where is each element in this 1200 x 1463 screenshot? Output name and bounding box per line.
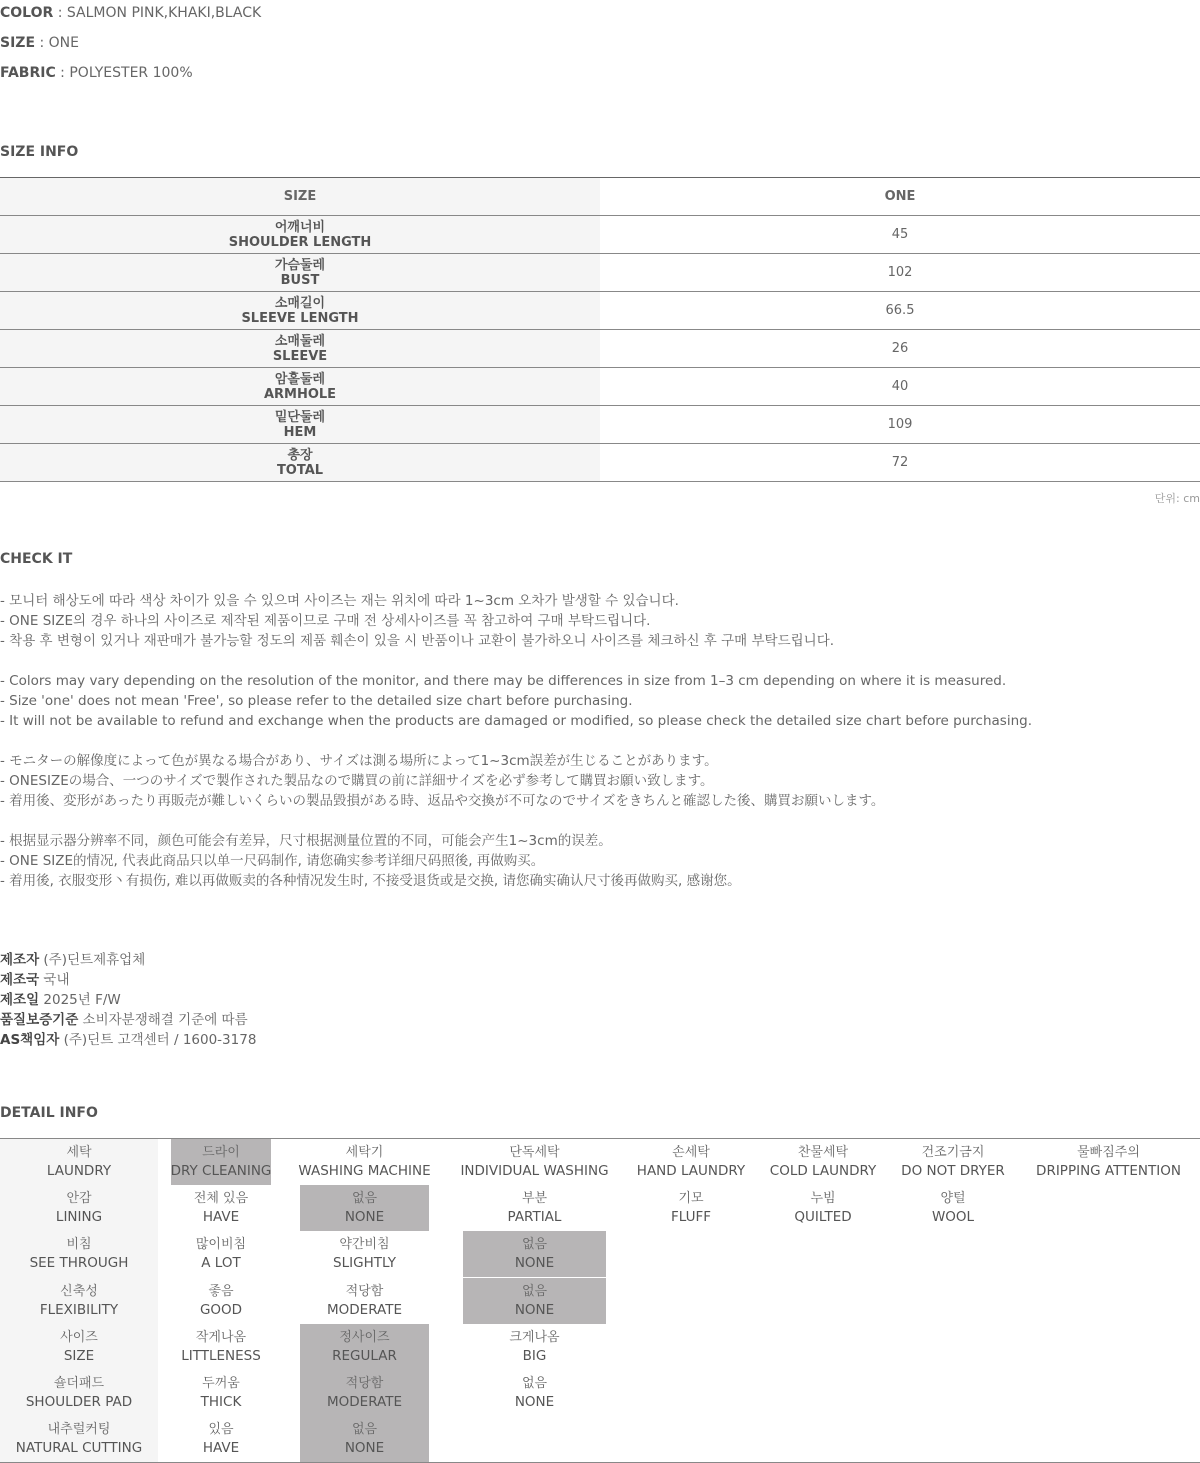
detail-option-en: BIG [522, 1348, 547, 1364]
detail-row-label [0, 1231, 158, 1277]
detail-option-ko: 없음 [351, 1191, 378, 1206]
size-row [0, 292, 1200, 330]
detail-option-en: NONE [514, 1255, 555, 1271]
maker-line [0, 1010, 256, 1030]
detail-option-en: NONE [344, 1209, 385, 1225]
detail-option-en: MODERATE [327, 1394, 402, 1410]
size-row-value: 26 [891, 341, 909, 356]
size-row-value: 45 [891, 227, 909, 242]
detail-option-ko: 찬물세탁 [797, 1145, 849, 1160]
detail-option-ko: 기모 [678, 1191, 704, 1206]
detail-option-en: GOOD [199, 1302, 243, 1318]
detail-row-label [0, 1278, 158, 1324]
size-row [0, 330, 1200, 368]
spec-color [0, 4, 261, 22]
size-row-label-en: SLEEVE [272, 348, 328, 364]
size-row [0, 254, 1200, 292]
maker-line [0, 990, 256, 1010]
detail-option [759, 1185, 887, 1231]
detail-option-ko: 약간비침 [339, 1237, 390, 1252]
size-row [0, 444, 1200, 482]
size-row-value: 109 [887, 417, 913, 432]
detail-option-en: HAVE [202, 1440, 240, 1456]
detail-table [0, 1138, 1200, 1463]
detail-option-en: QUILTED [794, 1209, 852, 1225]
maker-label: 품질보증기준 [0, 1012, 79, 1028]
detail-option [171, 1278, 271, 1324]
size-row-label-ko: 총장 [287, 447, 313, 463]
maker-value: (주)딘트 고객센터 / 1600-3178 [59, 1032, 257, 1048]
size-row-label-en: TOTAL [276, 462, 324, 478]
size-row-label-en: HEM [283, 424, 317, 440]
detail-option [890, 1139, 1016, 1185]
detail-option [627, 1185, 755, 1231]
detail-option [1017, 1139, 1200, 1185]
spec-size-value: : ONE [35, 35, 79, 51]
detail-option-en: DRIPPING ATTENTION [1036, 1163, 1181, 1179]
size-row-label-ko: 밑단둘레 [274, 409, 326, 425]
note-gap [0, 651, 1032, 671]
detail-option-ko: 적당함 [345, 1284, 384, 1299]
detail-option-ko: 전체 있음 [193, 1191, 249, 1206]
detail-option-ko: 없음 [521, 1376, 548, 1391]
size-row-label [0, 444, 600, 481]
maker-label: 제조자 [0, 952, 40, 968]
note-gap [0, 731, 1032, 751]
detail-option-ko: 있음 [208, 1422, 234, 1437]
detail-option [300, 1139, 429, 1185]
size-row-label [0, 254, 600, 291]
detail-option-ko: 정사이즈 [339, 1330, 390, 1345]
size-row-label [0, 330, 600, 367]
detail-option [460, 1139, 609, 1185]
detail-label-ko: 세탁 [66, 1145, 92, 1160]
detail-option-ko: 단독세탁 [509, 1145, 560, 1160]
detail-option-en: WOOL [931, 1209, 975, 1225]
detail-option [171, 1324, 271, 1370]
note-line: - モニターの解像度によって色が異なる場合があり、サイズは測る場所によって1~3cm誤差が生じることがあります。 [0, 753, 718, 769]
maker-value: 2025년 F/W [39, 992, 121, 1008]
detail-option-selected [300, 1370, 429, 1416]
detail-option-ko: 손세탁 [672, 1145, 710, 1160]
detail-option [890, 1185, 1016, 1231]
detail-option [627, 1139, 755, 1185]
size-row-label-en: BUST [280, 272, 320, 288]
detail-row-label [0, 1139, 158, 1185]
detail-option-ko: 건조기금지 [921, 1145, 985, 1160]
detail-label-en: FLEXIBILITY [39, 1302, 119, 1318]
detail-row-label [0, 1324, 158, 1370]
detail-label-ko: 숄더패드 [53, 1376, 105, 1391]
detail-label-en: NATURAL CUTTING [15, 1440, 143, 1456]
size-header-label: SIZE [0, 178, 600, 215]
detail-option-en: MODERATE [327, 1302, 402, 1318]
maker-value: (주)딘트제휴업체 [39, 952, 146, 968]
note-line: - 根据显示器分辨率不同，颜色可能会有差异，尺寸根据测量位置的不同，可能会产生1~3cm的误差。 [0, 833, 612, 849]
size-header-value: ONE [884, 189, 916, 204]
detail-label-en: SEE THROUGH [29, 1255, 129, 1271]
note-line: - 착용 후 변형이 있거나 재판매가 불가능할 정도의 제품 훼손이 있을 시 반품이나 교환이 불가하오니 사이즈를 체크하신 후 구매 부탁드립니다. [0, 633, 835, 649]
size-row-value: 102 [887, 265, 913, 280]
detail-option-en: NONE [514, 1302, 555, 1318]
detail-label-ko: 내추럴커팅 [47, 1422, 111, 1437]
detail-option-en: HAVE [202, 1209, 240, 1225]
size-row-label-ko: 소매길이 [274, 295, 326, 311]
maker-line [0, 1030, 256, 1050]
size-row-label-en: ARMHOLE [263, 386, 337, 402]
detail-option-en: LITTLENESS [181, 1348, 261, 1364]
size-row-label-ko: 암홀둘레 [274, 371, 326, 387]
detail-option-ko: 작게나옴 [195, 1330, 247, 1345]
size-row-value: 72 [891, 455, 909, 470]
detail-option [171, 1416, 271, 1462]
detail-option-selected [300, 1324, 429, 1370]
detail-label-ko: 비침 [66, 1237, 92, 1252]
maker-label: 제조일 [0, 992, 40, 1008]
detail-option-en: WASHING MACHINE [298, 1163, 431, 1179]
size-row-label-ko: 가슴둘레 [274, 257, 326, 273]
detail-option-ko: 적당함 [345, 1376, 384, 1391]
size-row-label [0, 406, 600, 443]
note-line: - 着用後、変形があったり再販売が難しいくらいの製品毀損がある時、返品や交換が不可なのでサイズをきちんと確認した後、購買お願いします。 [0, 793, 885, 809]
detail-option-ko: 없음 [521, 1237, 548, 1252]
note-line: - 着用後, 衣服变形丶有损伤, 难以再做贩卖的各种情况发生时, 不接受退货或是交换, 请您确实确认尺寸後再做购买, 感谢您。 [0, 873, 741, 889]
size-info-title: SIZE INFO [0, 144, 79, 160]
detail-option [171, 1231, 271, 1277]
maker-label: AS책임자 [0, 1032, 60, 1048]
detail-option-en: INDIVIDUAL WASHING [460, 1163, 609, 1179]
note-line: - It will not be available to refund and exchange when the products are damaged or modified, so please check the detailed size chart before purchasing. [0, 713, 1032, 729]
detail-label-en: LAUNDRY [46, 1163, 112, 1179]
detail-option [171, 1185, 271, 1231]
detail-option [463, 1370, 606, 1416]
size-row [0, 368, 1200, 406]
detail-option-ko: 부분 [521, 1191, 548, 1206]
detail-option-en: FLUFF [670, 1209, 712, 1225]
size-row [0, 216, 1200, 254]
note-line: - ONE SIZE의 경우 하나의 사이즈로 제작된 제품이므로 구매 전 상세사이즈를 꼭 참고하여 구매 부탁드립니다. [0, 613, 651, 629]
size-row-label [0, 368, 600, 405]
detail-option-ko: 많이비침 [195, 1237, 247, 1252]
check-it-title: CHECK IT [0, 551, 73, 567]
detail-option-ko: 물빠짐주의 [1077, 1145, 1140, 1160]
detail-option-en: NONE [514, 1394, 555, 1410]
spec-color-label: COLOR [0, 5, 54, 21]
detail-info-title: DETAIL INFO [0, 1105, 98, 1121]
detail-option-en: SLIGHTLY [333, 1255, 396, 1271]
note-line: - Size 'one' does not mean 'Free', so please refer to the detailed size chart before purchasing. [0, 693, 633, 709]
note-line: - 모니터 해상도에 따라 색상 차이가 있을 수 있으며 사이즈는 재는 위치에 따라 1~3cm 오차가 발생할 수 있습니다. [0, 593, 679, 609]
detail-option-selected [463, 1231, 606, 1277]
note-line: - ONESIZEの場合、一つのサイズで製作された製品なので購買の前に詳細サイズを必ず参考して購買お願い致します。 [0, 773, 714, 789]
size-row-value: 66.5 [885, 303, 915, 318]
detail-row-label [0, 1370, 158, 1416]
detail-option [463, 1185, 606, 1231]
detail-label-ko: 신축성 [60, 1284, 98, 1299]
spec-fabric [0, 64, 193, 82]
detail-label-ko: 안감 [66, 1191, 92, 1206]
spec-size [0, 34, 79, 52]
detail-option-ko: 없음 [521, 1284, 548, 1299]
check-it-notes [0, 591, 1032, 891]
maker-line [0, 950, 256, 970]
detail-option-ko: 두꺼움 [202, 1376, 240, 1391]
size-row-value: 40 [891, 379, 909, 394]
detail-option [300, 1278, 429, 1324]
size-row-label-ko: 소매둘레 [274, 333, 326, 349]
detail-option [171, 1370, 271, 1416]
maker-line [0, 970, 256, 990]
detail-row-label [0, 1416, 158, 1462]
spec-size-label: SIZE [0, 35, 36, 51]
size-row-label [0, 292, 600, 329]
note-gap [0, 811, 1032, 831]
detail-option [300, 1231, 429, 1277]
detail-option-en: DRY CLEANING [170, 1163, 272, 1179]
size-table [0, 177, 1200, 482]
size-row [0, 406, 1200, 444]
detail-option-ko: 없음 [351, 1422, 378, 1437]
size-row-label-en: SHOULDER LENGTH [228, 234, 372, 250]
detail-option-en: DO NOT DRYER [901, 1163, 1005, 1179]
spec-color-value: : SALMON PINK,KHAKI,BLACK [53, 5, 262, 21]
maker-value: 소비자분쟁해결 기준에 따름 [78, 1012, 248, 1028]
detail-row-label [0, 1185, 158, 1231]
detail-label-ko: 사이즈 [60, 1330, 98, 1345]
detail-option-en: A LOT [201, 1255, 241, 1271]
spec-fabric-label: FABRIC [0, 65, 56, 81]
detail-option-selected [300, 1416, 429, 1462]
size-unit: 단위: cm [1154, 492, 1200, 505]
detail-option-en: NONE [344, 1440, 385, 1456]
size-row-label [0, 216, 600, 253]
detail-option-ko: 양털 [940, 1191, 966, 1206]
detail-option-en: PARTIAL [507, 1209, 562, 1225]
detail-option-selected [171, 1139, 271, 1185]
detail-option [463, 1324, 606, 1370]
size-row-label-ko: 어깨너비 [274, 219, 326, 235]
detail-option-selected [463, 1278, 606, 1324]
detail-label-en: SIZE [63, 1348, 95, 1364]
maker-label: 제조국 [0, 972, 40, 988]
detail-label-en: SHOULDER PAD [25, 1394, 133, 1410]
note-line: - Colors may vary depending on the resolution of the monitor, and there may be differences in size from 1–3 cm depending on where it is measured. [0, 673, 1007, 689]
detail-option-en: REGULAR [332, 1348, 397, 1364]
maker-info [0, 950, 256, 1050]
detail-option-selected [300, 1185, 429, 1231]
detail-option-en: COLD LAUNDRY [769, 1163, 877, 1179]
note-line: - ONE SIZE的情况, 代表此商品只以单一尺码制作, 请您确实参考详细尺码照後, 再做购买。 [0, 853, 545, 869]
size-row-label-en: SLEEVE LENGTH [241, 310, 359, 326]
detail-option-en: HAND LAUNDRY [636, 1163, 746, 1179]
detail-option-ko: 크게나옴 [509, 1330, 560, 1345]
maker-value: 국내 [39, 972, 70, 988]
detail-label-en: LINING [55, 1209, 103, 1225]
detail-option-en: THICK [200, 1394, 242, 1410]
detail-option-ko: 세탁기 [345, 1145, 384, 1160]
size-table-header [0, 178, 1200, 216]
spec-fabric-value: : POLYESTER 100% [55, 65, 193, 81]
detail-option-ko: 좋음 [208, 1284, 234, 1299]
detail-option [759, 1139, 887, 1185]
detail-option-ko: 누빔 [810, 1191, 836, 1206]
detail-option-ko: 드라이 [202, 1145, 240, 1160]
